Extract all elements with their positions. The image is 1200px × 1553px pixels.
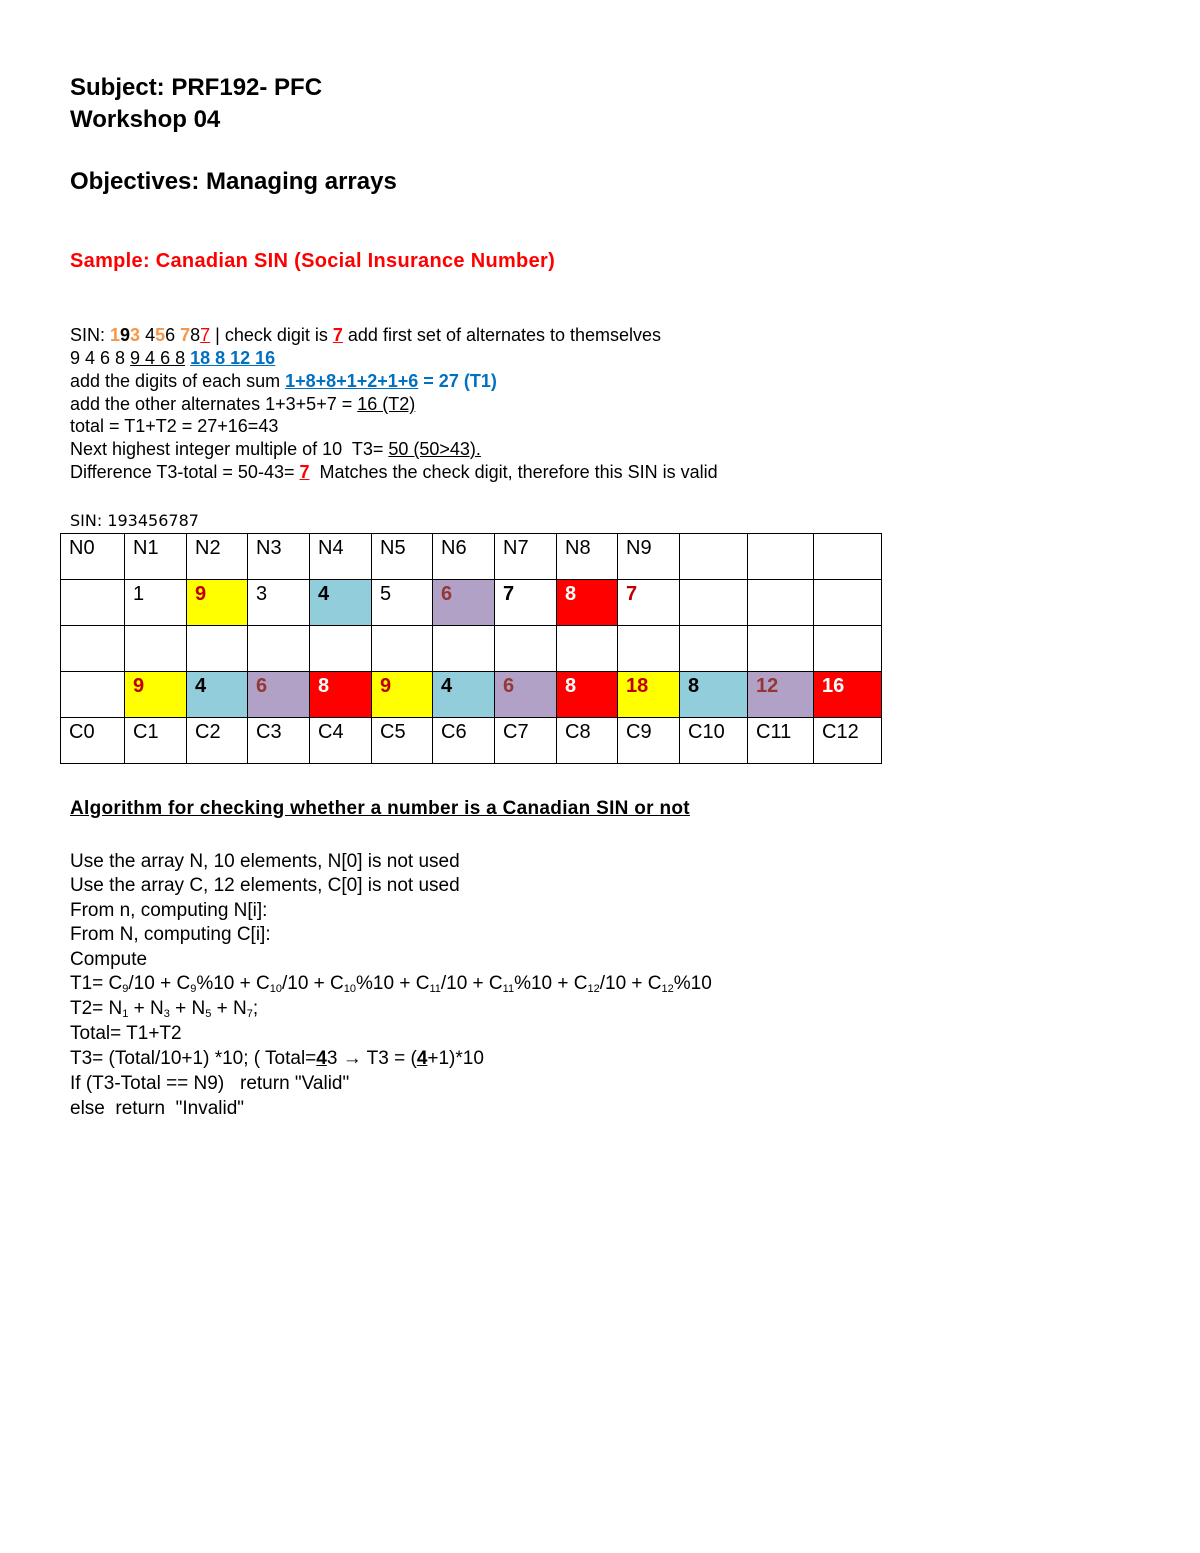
algorithm-line-1: Use the array N, 10 elements, N[0] is not used bbox=[70, 851, 460, 872]
cell: 3 bbox=[248, 580, 310, 626]
table-row-n-values bbox=[61, 580, 882, 626]
cell bbox=[680, 580, 748, 626]
cell: 6 bbox=[248, 672, 310, 718]
explanation-line-3: add the digits of each sum 1+8+8+1+2+1+6 = 27 (T1) bbox=[70, 371, 497, 391]
workshop-heading: Workshop 04 bbox=[70, 106, 221, 133]
cell bbox=[814, 534, 882, 580]
cell: C3 bbox=[248, 718, 310, 764]
cell: C5 bbox=[372, 718, 433, 764]
sin-array-table bbox=[60, 533, 882, 764]
cell: 8 bbox=[310, 672, 372, 718]
cell: 9 bbox=[187, 580, 248, 626]
sample-title: Sample: Canadian SIN (Social Insurance Number) bbox=[70, 250, 556, 272]
subject-heading: Subject: PRF192- PFC bbox=[70, 74, 323, 101]
algorithm-line-8: Total= T1+T2 bbox=[70, 1023, 182, 1044]
cell: 7 bbox=[495, 580, 557, 626]
cell: 8 bbox=[680, 672, 748, 718]
explanation-line-6: Next highest integer multiple of 10 T3= 50 (50>43). bbox=[70, 439, 481, 459]
cell: C1 bbox=[125, 718, 187, 764]
cell: C0 bbox=[61, 718, 125, 764]
cell: C10 bbox=[680, 718, 748, 764]
algorithm-title: Algorithm for checking whether a number is a Canadian SIN or not bbox=[70, 798, 690, 819]
cell: 4 bbox=[433, 672, 495, 718]
objectives-heading: Objectives: Managing arrays bbox=[70, 168, 397, 195]
cell bbox=[61, 672, 125, 718]
cell: N0 bbox=[61, 534, 125, 580]
cell: C8 bbox=[557, 718, 618, 764]
cell: 5 bbox=[372, 580, 433, 626]
table-row-n-labels bbox=[61, 534, 882, 580]
explanation-line-4: add the other alternates 1+3+5+7 = 16 (T2) bbox=[70, 394, 416, 414]
algorithm-line-10: If (T3-Total == N9) return "Valid" bbox=[70, 1073, 350, 1094]
cell: 8 bbox=[557, 672, 618, 718]
cell: C7 bbox=[495, 718, 557, 764]
cell: 9 bbox=[125, 672, 187, 718]
cell: N7 bbox=[495, 534, 557, 580]
explanation-line-1: SIN: 193 456 787 | check digit is 7 add first set of alternates to themselves bbox=[70, 325, 662, 345]
table-row-c-values bbox=[61, 672, 882, 718]
algorithm-line-3: From n, computing N[i]: bbox=[70, 900, 268, 921]
algorithm-line-11: else return "Invalid" bbox=[70, 1098, 245, 1119]
table-row-empty bbox=[61, 626, 882, 672]
cell: C4 bbox=[310, 718, 372, 764]
cell bbox=[814, 580, 882, 626]
algorithm-line-2: Use the array C, 12 elements, C[0] is not used bbox=[70, 875, 460, 896]
algorithm-line-5: Compute bbox=[70, 949, 148, 970]
cell: 6 bbox=[433, 580, 495, 626]
cell: C9 bbox=[618, 718, 680, 764]
algorithm-line-t3: T3= (Total/10+1) *10; ( Total=43 → T3 = (4+1)*10 bbox=[70, 1048, 484, 1069]
cell: 6 bbox=[495, 672, 557, 718]
cell bbox=[748, 580, 814, 626]
cell: 8 bbox=[557, 580, 618, 626]
cell: N9 bbox=[618, 534, 680, 580]
explanation-line-5: total = T1+T2 = 27+16=43 bbox=[70, 416, 279, 436]
cell bbox=[748, 534, 814, 580]
cell: 16 bbox=[814, 672, 882, 718]
cell: 12 bbox=[748, 672, 814, 718]
cell: C11 bbox=[748, 718, 814, 764]
cell: 7 bbox=[618, 580, 680, 626]
algorithm-line-4: From N, computing C[i]: bbox=[70, 924, 271, 945]
cell: N5 bbox=[372, 534, 433, 580]
cell: 1 bbox=[125, 580, 187, 626]
algorithm-line-t1: $T1= C_9/10 + C_9\%10 + C_{10}/10 + C_{10}\%10 + C_{11}/10 + C_{11}\%10 + C_{12}/10 + C_{12}\%10$ bbox=[70, 973, 712, 995]
cell: 9 bbox=[372, 672, 433, 718]
cell: C6 bbox=[433, 718, 495, 764]
cell bbox=[61, 580, 125, 626]
cell: 18 bbox=[618, 672, 680, 718]
cell: N1 bbox=[125, 534, 187, 580]
cell: N3 bbox=[248, 534, 310, 580]
cell: N2 bbox=[187, 534, 248, 580]
algorithm-line-t2: $T2= N_1 + N_3 + N_5 + N_7$; bbox=[70, 998, 259, 1020]
cell: C12 bbox=[814, 718, 882, 764]
cell bbox=[680, 534, 748, 580]
explanation-line-7: Difference T3-total = 50-43= 7 Matches the check digit, therefore this SIN is valid bbox=[70, 462, 718, 482]
cell: N6 bbox=[433, 534, 495, 580]
table-row-c-labels bbox=[61, 718, 882, 764]
cell: N8 bbox=[557, 534, 618, 580]
cell: 4 bbox=[187, 672, 248, 718]
cell: 4 bbox=[310, 580, 372, 626]
cell: C2 bbox=[187, 718, 248, 764]
cell: N4 bbox=[310, 534, 372, 580]
explanation-line-2: 9 4 6 8 9 4 6 8 18 8 12 16 bbox=[70, 348, 276, 368]
sin-label: SIN: 193456787 bbox=[70, 511, 199, 530]
